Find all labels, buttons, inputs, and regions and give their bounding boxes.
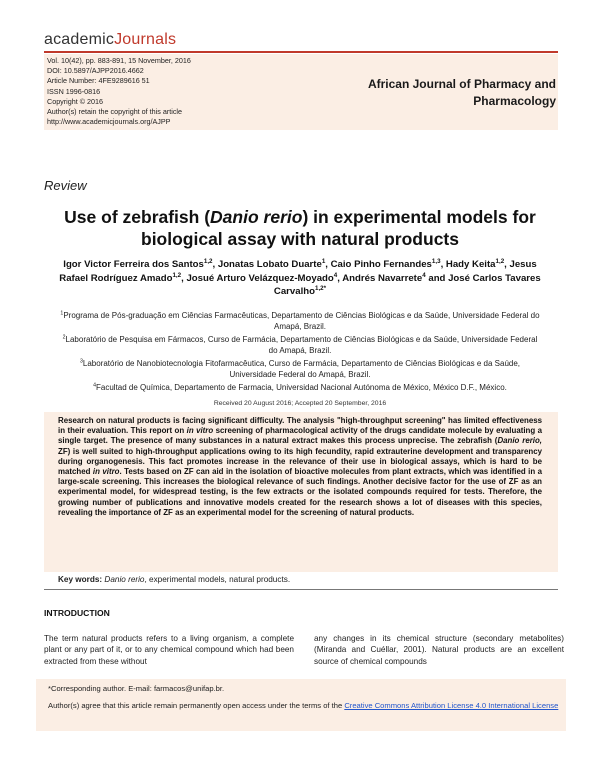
publisher-logo [44, 31, 176, 49]
affiliation-item [60, 382, 540, 393]
abstract-italic: in vitro [92, 467, 120, 477]
article-title [44, 206, 556, 250]
affiliation-text: Facultad de Química, Departamento de Farmacia, Universidad Nacional Autónoma de México, México D.F., México. [96, 383, 507, 392]
license-link[interactable]: Creative Commons Attribution License 4.0 International License [344, 701, 559, 710]
article-type: Review [44, 178, 87, 193]
section-heading-introduction: INTRODUCTION [44, 608, 110, 618]
abstract-text: screening of pharmacological activity of the drugs candidate molecule by evaluating a single target. The presence of many substances in a natural extract makes this process unprecise. The zebrafish ( [58, 426, 542, 446]
article-metadata [47, 56, 267, 127]
intro-column-right: any changes in its chemical structure (secondary metabolites) (Miranda and Cuéllar, 2001). Natural products are an excellent source of chemical compounds [314, 634, 564, 666]
affiliation-number: 2 [62, 334, 66, 341]
abstract-text: ZF) is well suited to high-throughput applications owing to its high fecundity, rapid extrauterine development and transparency during organogenesis. This fact promotes increase in the relevance of their use in biological assays, which is hard to be matched [58, 446, 542, 477]
affiliation-text: Laboratório de Pesquisa em Fármacos, Curso de Farmácia, Departamento de Ciências Biológicas e da Saúde, Universidade Federal do Amapá, Brazil. [65, 335, 538, 355]
affiliation-text: Laboratório de Nanobiotecnologia Fitofarmacêutica, Curso de Farmácia, Departamento de Ciências Biológicas e da Saúde, Universidade Federal do Amapá, Brazil. [82, 359, 521, 379]
author-affil: 4 [333, 271, 338, 279]
affiliation-number: 1 [60, 310, 64, 317]
author-affil: 1,3 [431, 257, 441, 265]
author-affil: 1,2 [495, 257, 505, 265]
author-affil: 1,2 [203, 257, 213, 265]
abstract [58, 416, 542, 518]
author-name: , Caio Pinho Fernandes [325, 259, 432, 270]
title-part1: Use of zebrafish ( [64, 207, 211, 227]
affiliation-item [60, 310, 540, 332]
author-name: , Josué Arturo Velázquez-Moyado [181, 272, 334, 284]
meta-article-number: Article Number: 4FE9289616 51 [47, 76, 150, 86]
author-name: and José Carlos Tavares Carvalho [273, 272, 541, 298]
keywords-italic: Danio rerio [104, 575, 145, 584]
author-affil: 4 [422, 271, 426, 279]
journal-name-line2: Pharmacology [473, 94, 556, 108]
keywords-rest: , experimental models, natural products. [144, 575, 291, 584]
author-name: Igor Victor Ferreira dos Santos [63, 259, 204, 270]
affiliation-number: 3 [79, 358, 83, 365]
meta-issn: ISSN 1996-0816 [47, 86, 101, 96]
received-dates: Received 20 August 2016; Accepted 20 September, 2016 [213, 400, 387, 407]
meta-volume: Vol. 10(42), pp. 883-891, 15 November, 2016 [47, 56, 191, 65]
keywords-divider [44, 589, 558, 590]
title-part2: ) in experimental models for biological assay with natural products [141, 207, 536, 249]
journal-name [368, 76, 556, 110]
corresponding-author: *Corresponding author. E-mail: farmacos@unifap.br. [48, 684, 225, 693]
meta-doi: DOI: 10.5897/AJPP2016.4662 [47, 66, 144, 76]
intro-column-left: The term natural products refers to a living organism, a complete plant or any part of it, or to any chemical compound which had been extracted from these without [44, 634, 294, 666]
author-affil: 1,2 [172, 271, 182, 279]
affiliation-text: Programa de Pós-graduação em Ciências Farmacêuticas, Departamento de Ciências Biológicas e da Saúde, Universidade Federal do Amapá, Brazil. [63, 311, 540, 331]
meta-rights: Author(s) retain the copyright of this article [47, 107, 183, 117]
abstract-text: Research on natural products is facing significant difficulty. The analysis "high-throughput screening" has limited effectiveness in their evaluation. This report on [58, 416, 542, 436]
logo-part-journals: Journals [114, 31, 177, 48]
affiliation-number: 4 [93, 382, 97, 389]
license-note [48, 701, 560, 712]
title-italic: Danio rerio [210, 207, 303, 227]
author-name: , Andrés Navarrete [337, 272, 423, 284]
logo-part-academic: academic [44, 31, 115, 48]
author-name: , Jonatas Lobato Duarte [212, 259, 322, 270]
header-rule [44, 51, 558, 53]
author-affil: 1,2* [314, 285, 327, 292]
license-text: Author(s) agree that this article remain permanently open access under the terms of the [48, 701, 345, 710]
abstract-italic: in vitro [186, 426, 214, 436]
author-affil: 1 [321, 257, 326, 265]
journal-name-line1: African Journal of Pharmacy and [367, 77, 556, 91]
author-name: , Jesus Rafael Rodríguez Amado [59, 259, 537, 284]
author-list [54, 258, 546, 299]
affiliation-item [60, 334, 540, 356]
keywords-label: Key words: [58, 575, 103, 584]
abstract-text: . Tests based on ZF can aid in the isolation of bioactive molecules from plant extracts, which was identified in a large-scale screening. This increases the biological relevance of such findings. Another decisive factor for the use of ZF as an experimental model, for widespread testing, is the few extracts or the isolated compounds required for tests. Therefore, the growing number of publications and innovative models created for the research shows a lot of diseases with this species, revealing the importance of ZF as an experimental model for the screening of natural products. [58, 467, 542, 517]
affiliation-list [60, 310, 540, 395]
keywords [58, 575, 542, 584]
affiliation-item [60, 358, 540, 380]
abstract-italic: Danio rerio, [497, 436, 542, 446]
meta-url[interactable]: http://www.academicjournals.org/AJPP [47, 117, 171, 127]
meta-copyright: Copyright © 2016 [47, 96, 104, 106]
author-name: , Hady Keita [440, 259, 496, 270]
